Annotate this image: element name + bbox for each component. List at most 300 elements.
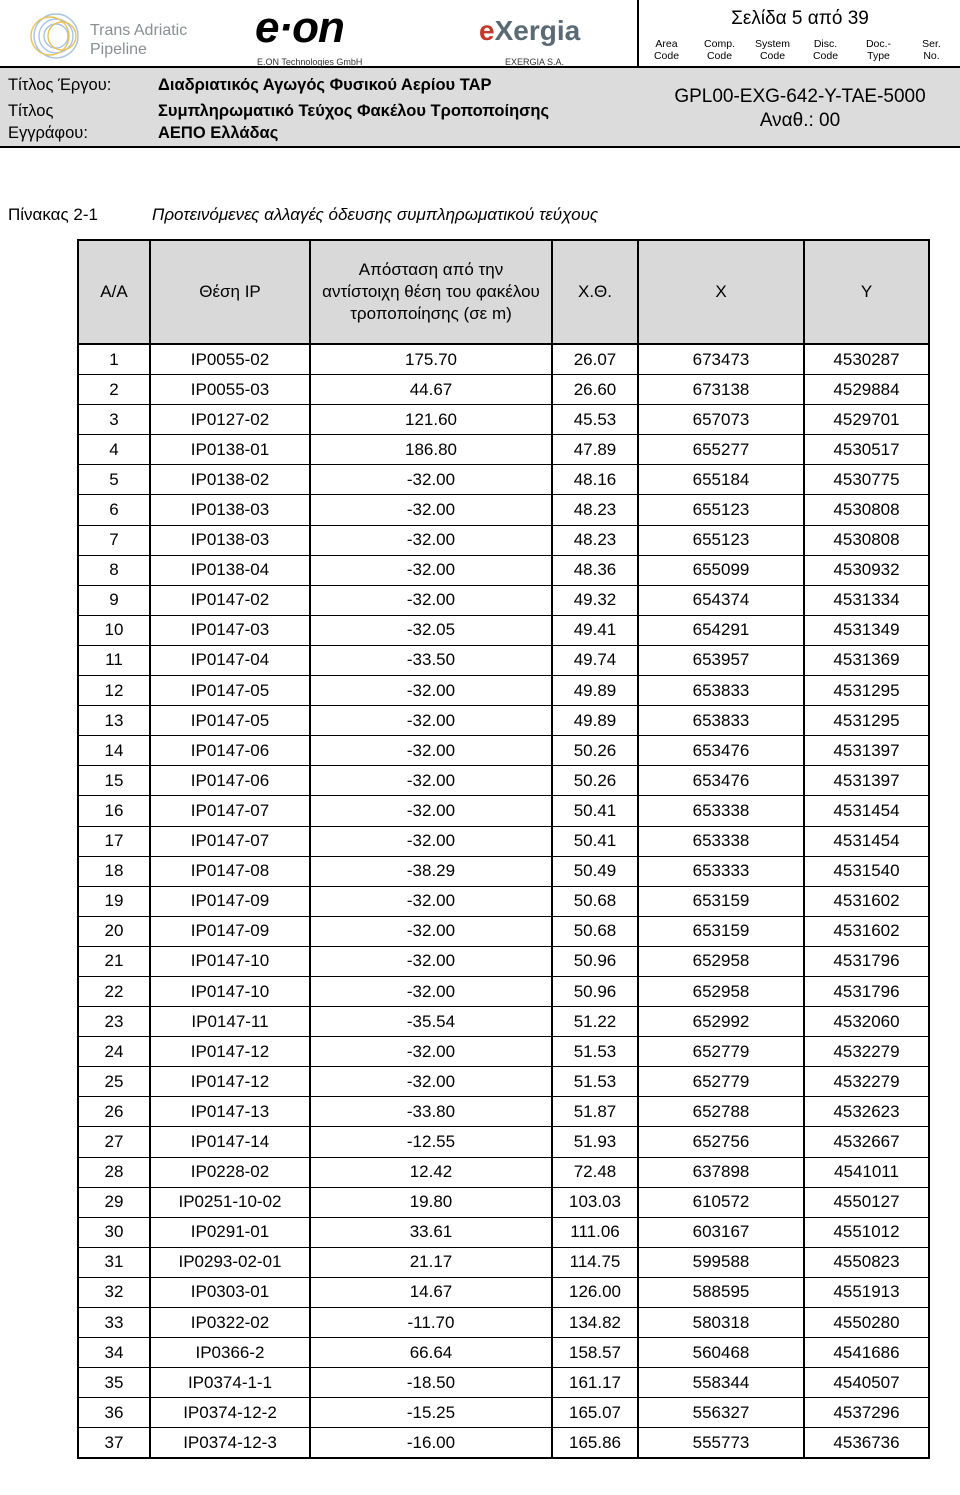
table-row (78, 1277, 929, 1307)
cell-chainage: 48.23 (552, 495, 638, 525)
table-row (78, 1037, 929, 1067)
cell-distance: -35.54 (310, 1007, 552, 1037)
table-row (78, 1067, 929, 1097)
table-row (78, 465, 929, 495)
cell-distance: -32.00 (310, 676, 552, 706)
cell-index: 18 (78, 856, 150, 886)
cell-chainage: 49.89 (552, 676, 638, 706)
cell-x: 603167 (638, 1217, 804, 1247)
code-field (693, 38, 746, 62)
code-field-line2: No. (923, 50, 940, 62)
cell-x: 652779 (638, 1067, 804, 1097)
cell-chainage: 103.03 (552, 1187, 638, 1217)
cell-distance: 186.80 (310, 435, 552, 465)
table-row (78, 736, 929, 766)
cell-chainage: 50.68 (552, 916, 638, 946)
table-row (78, 405, 929, 435)
cell-chainage: 111.06 (552, 1217, 638, 1247)
cell-y: 4541011 (804, 1157, 929, 1187)
cell-index: 19 (78, 886, 150, 916)
cell-index: 30 (78, 1217, 150, 1247)
cell-ip-position: IP0147-14 (150, 1127, 310, 1157)
cell-ip-position: IP0138-02 (150, 465, 310, 495)
cell-y: 4531602 (804, 916, 929, 946)
cell-distance: 21.17 (310, 1247, 552, 1277)
cell-ip-position: IP0147-08 (150, 856, 310, 886)
cell-x: 654291 (638, 615, 804, 645)
cell-y: 4529701 (804, 405, 929, 435)
cell-y: 4550823 (804, 1247, 929, 1277)
cell-y: 4530808 (804, 495, 929, 525)
cell-index: 2 (78, 375, 150, 405)
cell-y: 4531349 (804, 615, 929, 645)
cell-index: 27 (78, 1127, 150, 1157)
cell-y: 4551012 (804, 1217, 929, 1247)
cell-index: 3 (78, 405, 150, 435)
cell-index: 24 (78, 1037, 150, 1067)
cell-x: 653333 (638, 856, 804, 886)
page-number: Σελίδα 5 από 39 (731, 8, 869, 29)
cell-chainage: 158.57 (552, 1338, 638, 1368)
code-field-line1: Area (655, 38, 678, 50)
cell-ip-position: IP0228-02 (150, 1157, 310, 1187)
cell-ip-position: IP0147-09 (150, 886, 310, 916)
cell-distance: -32.00 (310, 976, 552, 1006)
cell-distance: -32.00 (310, 555, 552, 585)
cell-index: 32 (78, 1277, 150, 1307)
code-field-line2: Code (653, 50, 680, 62)
cell-distance: -32.00 (310, 826, 552, 856)
doc-title: Συμπληρωματικό Τεύχος Φακέλου Τροποποίησης (158, 102, 550, 120)
cell-ip-position: IP0366-2 (150, 1338, 310, 1368)
cell-ip-position: IP0138-01 (150, 435, 310, 465)
cell-x: 673473 (638, 344, 804, 375)
cell-y: 4530775 (804, 465, 929, 495)
cell-x: 655123 (638, 495, 804, 525)
eon-logo-mark: e·on (255, 3, 344, 52)
cell-y: 4551913 (804, 1277, 929, 1307)
table-row (78, 706, 929, 736)
cell-chainage: 51.22 (552, 1007, 638, 1037)
cell-distance: -18.50 (310, 1368, 552, 1398)
cell-distance: -32.00 (310, 766, 552, 796)
cell-index: 31 (78, 1247, 150, 1277)
route-changes-table (77, 239, 930, 1459)
table-row (78, 1007, 929, 1037)
cell-ip-position: IP0147-12 (150, 1067, 310, 1097)
cell-x: 556327 (638, 1398, 804, 1428)
eon-logo-subtitle: E.ON Technologies GmbH (257, 57, 363, 67)
cell-y: 4531369 (804, 645, 929, 675)
cell-index: 8 (78, 555, 150, 585)
cell-distance: 14.67 (310, 1277, 552, 1307)
cell-chainage: 49.89 (552, 706, 638, 736)
table-row (78, 495, 929, 525)
cell-index: 6 (78, 495, 150, 525)
cell-x: 652779 (638, 1037, 804, 1067)
cell-x: 653957 (638, 645, 804, 675)
cell-y: 4529884 (804, 375, 929, 405)
cell-distance: -32.00 (310, 796, 552, 826)
cell-index: 11 (78, 645, 150, 675)
cell-y: 4532279 (804, 1067, 929, 1097)
code-field (746, 38, 799, 62)
cell-x: 655184 (638, 465, 804, 495)
cell-chainage: 26.07 (552, 344, 638, 375)
cell-ip-position: IP0147-05 (150, 676, 310, 706)
cell-chainage: 49.41 (552, 615, 638, 645)
cell-distance: 175.70 (310, 344, 552, 375)
eon-logo (255, 3, 390, 67)
cell-y: 4531334 (804, 585, 929, 615)
cell-x: 653338 (638, 796, 804, 826)
cell-ip-position: IP0147-05 (150, 706, 310, 736)
table-caption: Προτεινόμενες αλλαγές όδευσης συμπληρωματικού τεύχους (152, 205, 599, 224)
cell-chainage: 50.41 (552, 826, 638, 856)
cell-x: 653833 (638, 676, 804, 706)
cell-x: 653159 (638, 916, 804, 946)
cell-ip-position: IP0138-04 (150, 555, 310, 585)
cell-y: 4531454 (804, 796, 929, 826)
cell-x: 560468 (638, 1338, 804, 1368)
cell-y: 4541686 (804, 1338, 929, 1368)
cell-index: 16 (78, 796, 150, 826)
cell-y: 4531540 (804, 856, 929, 886)
cell-ip-position: IP0374-12-3 (150, 1428, 310, 1459)
table-row (78, 886, 929, 916)
cell-ip-position: IP0138-03 (150, 525, 310, 555)
cell-distance: -32.00 (310, 946, 552, 976)
code-field-line2: Type (867, 50, 890, 62)
cell-distance: 66.64 (310, 1338, 552, 1368)
cell-ip-position: IP0147-06 (150, 736, 310, 766)
exergia-logo-subtitle: EXERGIA S.A. (505, 57, 565, 67)
code-field-line1: Doc.- (865, 38, 892, 50)
table-row (78, 946, 929, 976)
cell-distance: -12.55 (310, 1127, 552, 1157)
cell-distance: -32.00 (310, 465, 552, 495)
table-row (78, 375, 929, 405)
cell-index: 7 (78, 525, 150, 555)
code-field (799, 38, 852, 62)
document-code-fields (640, 38, 960, 66)
cell-index: 26 (78, 1097, 150, 1127)
cell-ip-position: IP0147-09 (150, 916, 310, 946)
cell-index: 5 (78, 465, 150, 495)
cell-index: 12 (78, 676, 150, 706)
table-row (78, 344, 929, 375)
code-field-line2: Code (812, 50, 839, 62)
cell-x: 637898 (638, 1157, 804, 1187)
cell-ip-position: IP0147-02 (150, 585, 310, 615)
cell-index: 37 (78, 1428, 150, 1459)
document-number: GPL00-EXG-642-Y-TAE-5000 (674, 86, 926, 107)
cell-chainage: 165.86 (552, 1428, 638, 1459)
table-row (78, 796, 929, 826)
cell-distance: -38.29 (310, 856, 552, 886)
cell-chainage: 165.07 (552, 1398, 638, 1428)
cell-x: 673138 (638, 375, 804, 405)
table-row (78, 1187, 929, 1217)
cell-chainage: 45.53 (552, 405, 638, 435)
table-row (78, 525, 929, 555)
table-row (78, 555, 929, 585)
table-row (78, 916, 929, 946)
tap-logo (30, 4, 200, 62)
cell-ip-position: IP0055-03 (150, 375, 310, 405)
cell-chainage: 134.82 (552, 1308, 638, 1338)
cell-distance: -32.00 (310, 706, 552, 736)
code-field (640, 38, 693, 62)
cell-chainage: 72.48 (552, 1157, 638, 1187)
cell-distance: 33.61 (310, 1217, 552, 1247)
table-row (78, 1368, 929, 1398)
cell-chainage: 50.96 (552, 946, 638, 976)
cell-y: 4532279 (804, 1037, 929, 1067)
column-header-aa: Α/Α (78, 240, 150, 344)
cell-y: 4530932 (804, 555, 929, 585)
cell-distance: -32.00 (310, 736, 552, 766)
cell-index: 20 (78, 916, 150, 946)
column-header-ip: Θέση IP (150, 240, 310, 344)
cell-distance: 12.42 (310, 1157, 552, 1187)
cell-x: 653833 (638, 706, 804, 736)
cell-distance: -32.00 (310, 585, 552, 615)
cell-x: 653476 (638, 766, 804, 796)
cell-chainage: 126.00 (552, 1277, 638, 1307)
cell-ip-position: IP0147-07 (150, 826, 310, 856)
cell-index: 21 (78, 946, 150, 976)
cell-index: 22 (78, 976, 150, 1006)
tap-logo-line1: Trans Adriatic (90, 22, 188, 39)
table-row (78, 1217, 929, 1247)
cell-y: 4536736 (804, 1428, 929, 1459)
doc-title-label-2: Εγγράφου: (8, 124, 88, 142)
cell-distance: -32.00 (310, 1067, 552, 1097)
cell-index: 10 (78, 615, 150, 645)
cell-y: 4530808 (804, 525, 929, 555)
cell-ip-position: IP0374-12-2 (150, 1398, 310, 1428)
cell-ip-position: IP0147-13 (150, 1097, 310, 1127)
cell-y: 4532060 (804, 1007, 929, 1037)
cell-y: 4530287 (804, 344, 929, 375)
cell-y: 4532623 (804, 1097, 929, 1127)
cell-ip-position: IP0291-01 (150, 1217, 310, 1247)
cell-index: 35 (78, 1368, 150, 1398)
table-row (78, 585, 929, 615)
cell-x: 652756 (638, 1127, 804, 1157)
cell-x: 657073 (638, 405, 804, 435)
table-row (78, 1157, 929, 1187)
cell-y: 4531397 (804, 736, 929, 766)
project-title-label: Τίτλος Έργου: (8, 76, 112, 94)
cell-index: 23 (78, 1007, 150, 1037)
cell-x: 655099 (638, 555, 804, 585)
cell-y: 4540507 (804, 1368, 929, 1398)
cell-chainage: 114.75 (552, 1247, 638, 1277)
cell-distance: -32.05 (310, 615, 552, 645)
doc-title-line2: ΑΕΠΟ Ελλάδας (158, 124, 279, 142)
cell-distance: -15.25 (310, 1398, 552, 1428)
table-row (78, 976, 929, 1006)
cell-distance: -11.70 (310, 1308, 552, 1338)
cell-y: 4531454 (804, 826, 929, 856)
cell-chainage: 50.41 (552, 796, 638, 826)
cell-y: 4537296 (804, 1398, 929, 1428)
table-row (78, 826, 929, 856)
cell-distance: -33.50 (310, 645, 552, 675)
code-field-line1: System (754, 38, 790, 50)
cell-distance: 19.80 (310, 1187, 552, 1217)
table-caption-label: Πίνακας 2-1 (8, 205, 98, 224)
cell-index: 9 (78, 585, 150, 615)
code-field-line2: Code (759, 50, 786, 62)
table-row (78, 676, 929, 706)
cell-x: 652958 (638, 946, 804, 976)
cell-y: 4531295 (804, 676, 929, 706)
cell-ip-position: IP0303-01 (150, 1277, 310, 1307)
cell-index: 34 (78, 1338, 150, 1368)
cell-ip-position: IP0147-07 (150, 796, 310, 826)
table-row (78, 1398, 929, 1428)
cell-index: 4 (78, 435, 150, 465)
table-row (78, 435, 929, 465)
code-field-line1: Ser. (922, 38, 941, 50)
cell-x: 655123 (638, 525, 804, 555)
table-row (78, 766, 929, 796)
table-row (78, 645, 929, 675)
cell-chainage: 51.87 (552, 1097, 638, 1127)
cell-chainage: 50.68 (552, 886, 638, 916)
cell-y: 4550127 (804, 1187, 929, 1217)
cell-chainage: 50.96 (552, 976, 638, 1006)
table-row (78, 1097, 929, 1127)
cell-distance: -32.00 (310, 1037, 552, 1067)
cell-chainage: 48.36 (552, 555, 638, 585)
cell-index: 15 (78, 766, 150, 796)
cell-y: 4530517 (804, 435, 929, 465)
cell-y: 4550280 (804, 1308, 929, 1338)
cell-ip-position: IP0055-02 (150, 344, 310, 375)
cell-chainage: 47.89 (552, 435, 638, 465)
cell-chainage: 48.23 (552, 525, 638, 555)
cell-distance: -32.00 (310, 916, 552, 946)
document-header (0, 0, 960, 146)
cell-x: 599588 (638, 1247, 804, 1277)
table-row (78, 1428, 929, 1459)
cell-x: 653476 (638, 736, 804, 766)
cell-ip-position: IP0147-06 (150, 766, 310, 796)
cell-chainage: 51.53 (552, 1037, 638, 1067)
table-row (78, 1127, 929, 1157)
cell-y: 4531295 (804, 706, 929, 736)
cell-x: 652992 (638, 1007, 804, 1037)
cell-y: 4531602 (804, 886, 929, 916)
cell-y: 4531397 (804, 766, 929, 796)
header-meta-band (0, 68, 960, 148)
cell-index: 29 (78, 1187, 150, 1217)
cell-y: 4531796 (804, 946, 929, 976)
cell-chainage: 49.32 (552, 585, 638, 615)
cell-chainage: 50.26 (552, 736, 638, 766)
cell-index: 17 (78, 826, 150, 856)
cell-ip-position: IP0293-02-01 (150, 1247, 310, 1277)
table-header-row (78, 240, 929, 344)
column-header-distance: Απόσταση από την αντίστοιχη θέση του φακέλου τροποποίησης (σε m) (310, 240, 552, 344)
cell-y: 4531796 (804, 976, 929, 1006)
cell-index: 28 (78, 1157, 150, 1187)
cell-ip-position: IP0251-10-02 (150, 1187, 310, 1217)
code-field (852, 38, 905, 62)
cell-chainage: 161.17 (552, 1368, 638, 1398)
cell-x: 652788 (638, 1097, 804, 1127)
cell-chainage: 51.93 (552, 1127, 638, 1157)
code-field-line1: Comp. (704, 38, 735, 50)
cell-distance: -32.00 (310, 886, 552, 916)
cell-x: 610572 (638, 1187, 804, 1217)
cell-distance: 44.67 (310, 375, 552, 405)
revision: Αναθ.: 00 (759, 110, 841, 131)
cell-chainage: 50.49 (552, 856, 638, 886)
table-row (78, 856, 929, 886)
code-field-line2: Code (706, 50, 733, 62)
column-header-x: X (638, 240, 804, 344)
cell-ip-position: IP0374-1-1 (150, 1368, 310, 1398)
cell-x: 653338 (638, 826, 804, 856)
cell-x: 653159 (638, 886, 804, 916)
column-header-chainage: Χ.Θ. (552, 240, 638, 344)
cell-distance: -32.00 (310, 525, 552, 555)
cell-index: 14 (78, 736, 150, 766)
tap-logo-line2: Pipeline (90, 41, 147, 58)
code-field-line1: Disc. (813, 38, 838, 50)
cell-ip-position: IP0147-12 (150, 1037, 310, 1067)
cell-x: 652958 (638, 976, 804, 1006)
cell-ip-position: IP0127-02 (150, 405, 310, 435)
table-row (78, 1338, 929, 1368)
cell-ip-position: IP0138-03 (150, 495, 310, 525)
cell-index: 33 (78, 1308, 150, 1338)
doc-title-label: Τίτλος (8, 102, 54, 120)
table-row (78, 1308, 929, 1338)
cell-index: 13 (78, 706, 150, 736)
table-row (78, 615, 929, 645)
cell-ip-position: IP0147-04 (150, 645, 310, 675)
exergia-logo-mark: eXergia (479, 15, 581, 46)
cell-chainage: 50.26 (552, 766, 638, 796)
cell-x: 555773 (638, 1428, 804, 1459)
cell-y: 4532667 (804, 1127, 929, 1157)
header-logo-band (0, 0, 960, 68)
cell-x: 655277 (638, 435, 804, 465)
cell-chainage: 49.74 (552, 645, 638, 675)
cell-distance: 121.60 (310, 405, 552, 435)
cell-x: 654374 (638, 585, 804, 615)
tap-rings-icon (30, 10, 82, 62)
header-divider (637, 0, 639, 66)
cell-x: 588595 (638, 1277, 804, 1307)
cell-ip-position: IP0147-10 (150, 976, 310, 1006)
cell-ip-position: IP0147-10 (150, 946, 310, 976)
cell-distance: -33.80 (310, 1097, 552, 1127)
cell-x: 558344 (638, 1368, 804, 1398)
cell-distance: -16.00 (310, 1428, 552, 1459)
project-title: Διαδριατικός Αγωγός Φυσικού Αερίου TAP (158, 76, 492, 94)
exergia-logo (475, 4, 595, 67)
cell-distance: -32.00 (310, 495, 552, 525)
code-field (905, 38, 958, 62)
table-row (78, 1247, 929, 1277)
